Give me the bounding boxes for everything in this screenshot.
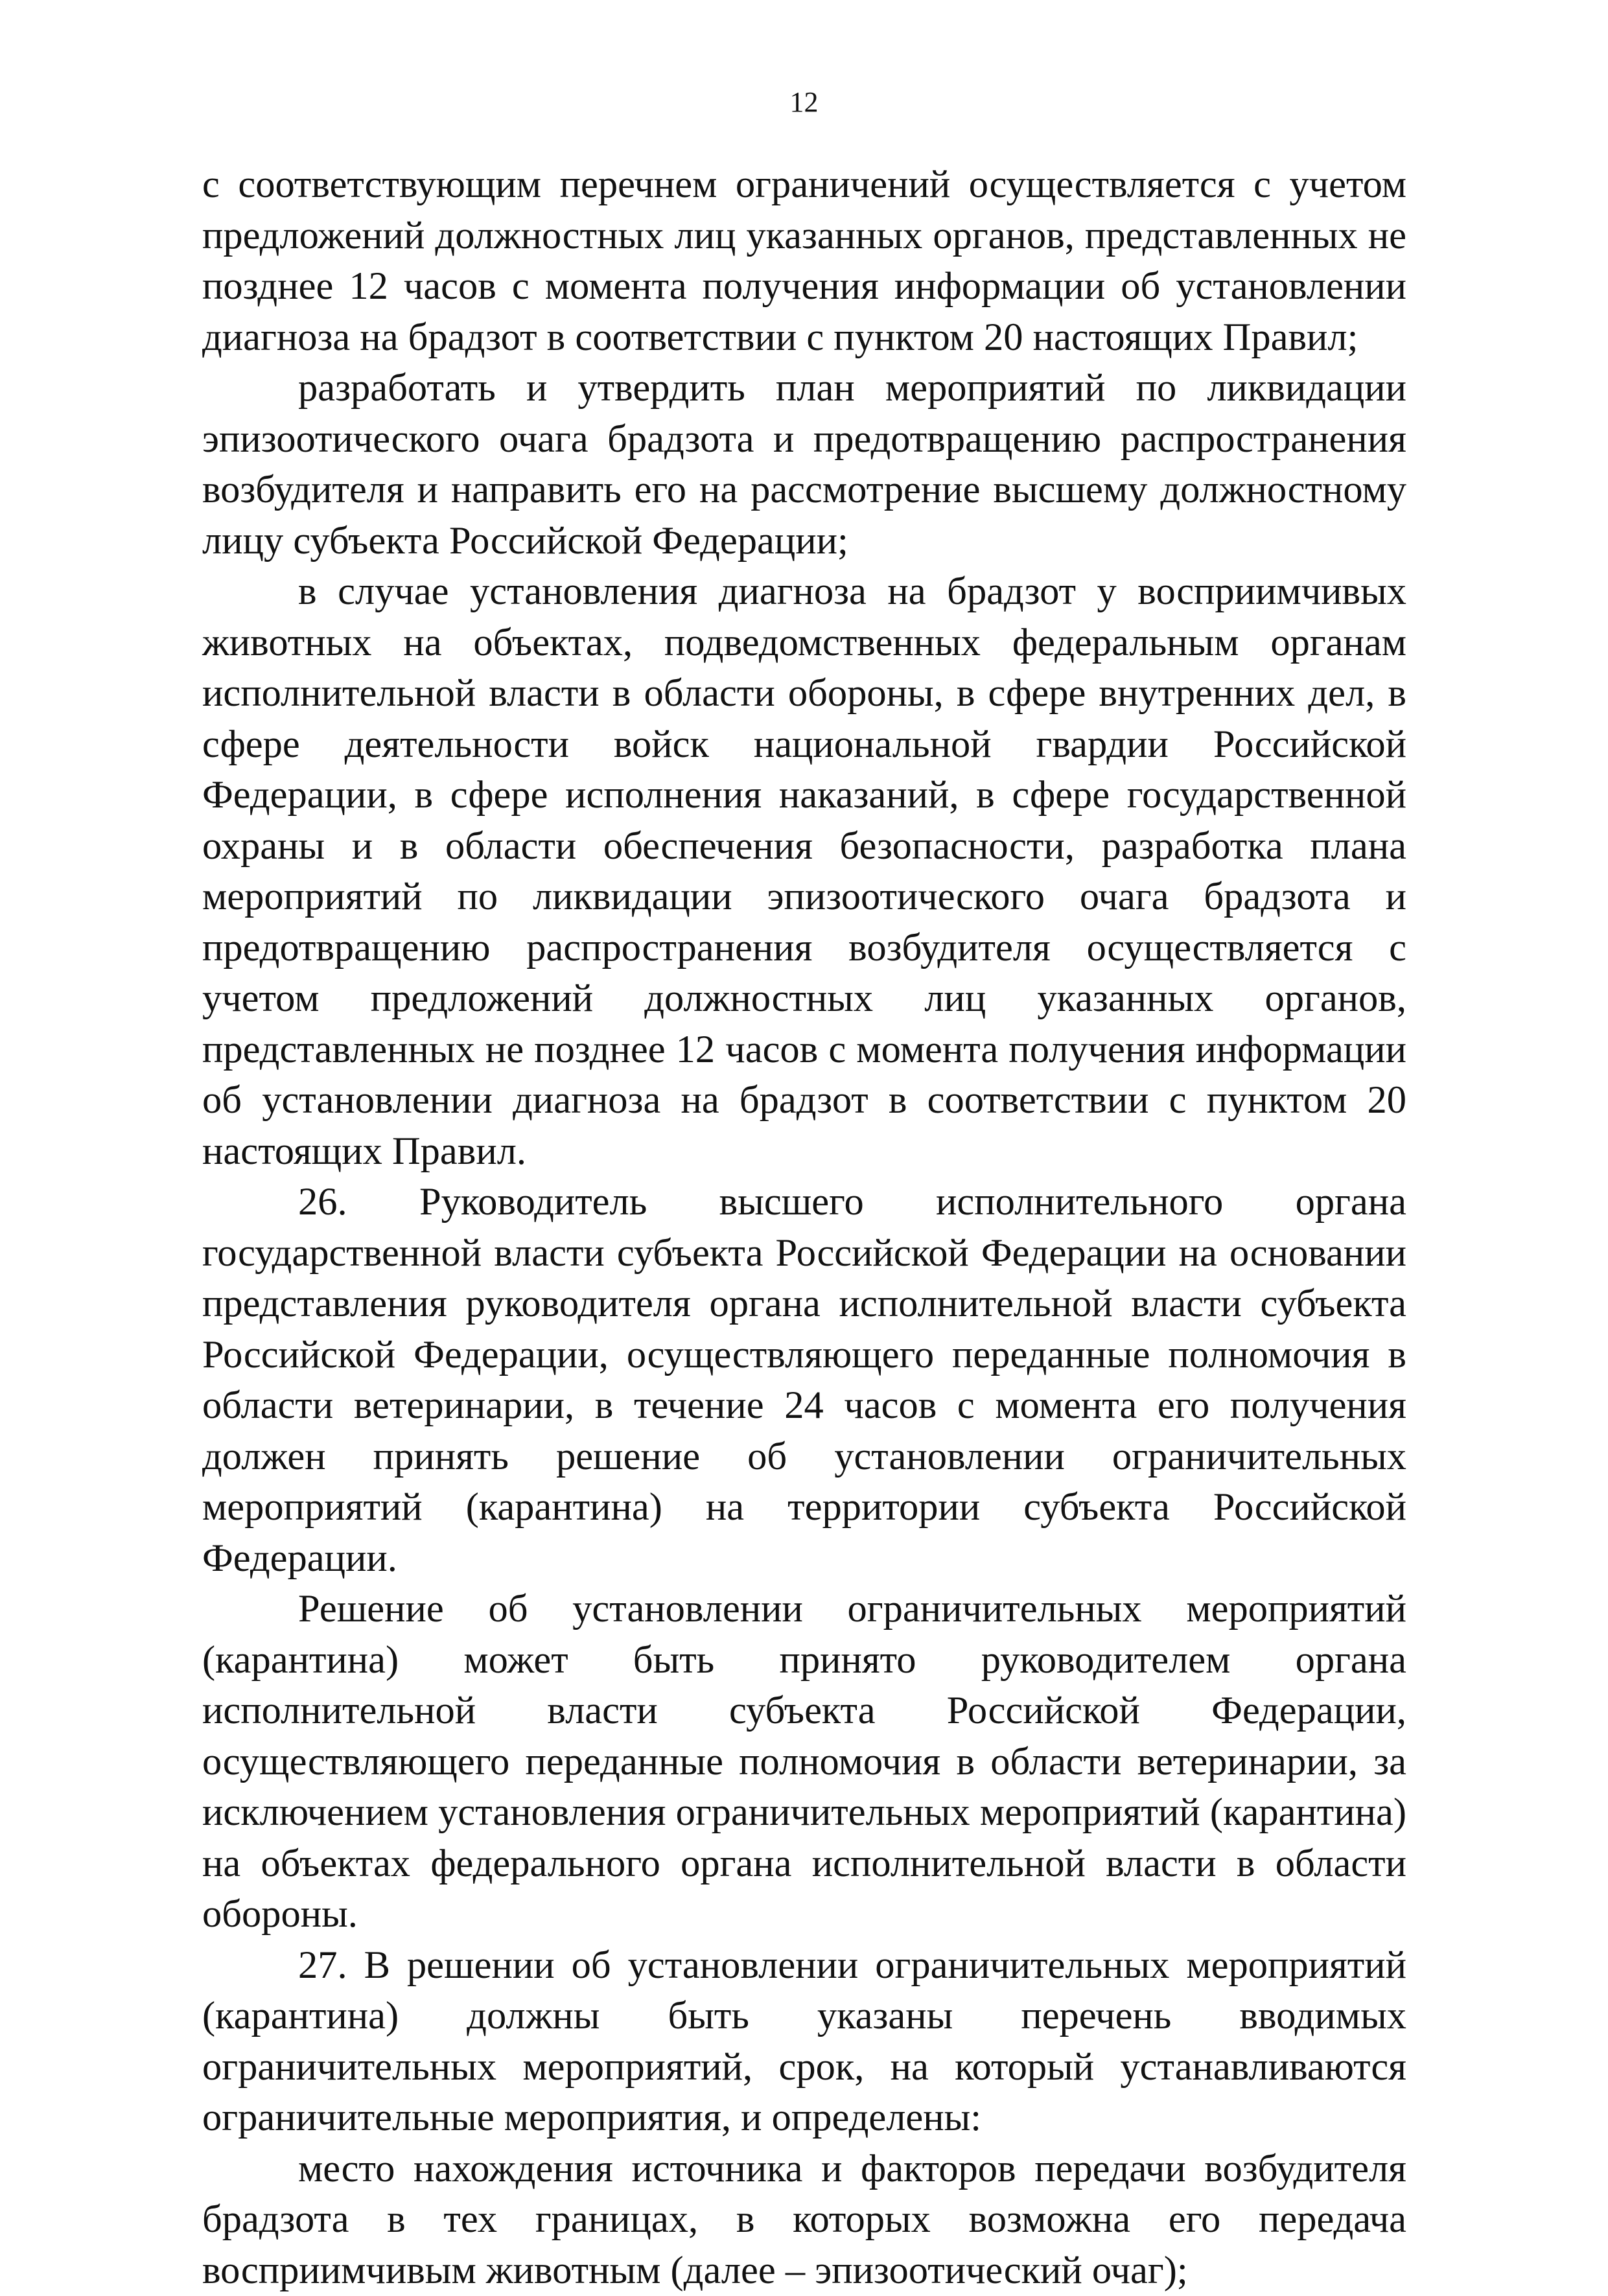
page-number: 12: [0, 83, 1608, 122]
paragraph-item-26: 26. Руководитель высшего исполнительного органа государственной власти субъекта Российской Федерации на основании представления руководителя органа исполнительной власти субъекта Российской Федерации, осуществляющего переданные полномочия в области ветеринарии, в течение 24 часов с момента его получения должен принять решение об установлении ограничительных мероприятий (карантина) на территории субъекта Российской Федерации.: [202, 1177, 1406, 1584]
paragraph-item-27: 27. В решении об установлении ограничительных мероприятий (карантина) должны быть указаны перечень вводимых ограничительных мероприятий, срок, на который устанавливаются ограничительные мероприятия, и определены:: [202, 1940, 1406, 2144]
paragraph: в случае установления диагноза на брадзот у восприимчивых животных на объектах, подведомственных федеральным органам исполнительной власти в области обороны, в сфере внутренних дел, в сфере деятельности войск национальной гвардии Российской Федерации, в сфере исполнения наказаний, в сфере государственной охраны и в области обеспечения безопасности, разработка плана мероприятий по ликвидации эпизоотического очага брадзота и предотвращению распространения возбудителя осуществляется с учетом предложений должностных лиц указанных органов, представленных не позднее 12 часов с момента получения информации об установлении диагноза на брадзот в соответствии с пунктом 20 настоящих Правил.: [202, 566, 1406, 1177]
paragraph: Решение об установлении ограничительных мероприятий (карантина) может быть принято руководителем органа исполнительной власти субъекта Российской Федерации, осуществляющего переданные полномочия в области ветеринарии, за исключением установления ограничительных мероприятий (карантина) на объектах федерального органа исполнительной власти в области обороны.: [202, 1584, 1406, 1940]
document-body: [202, 159, 1406, 2296]
paragraph: место нахождения источника и факторов передачи возбудителя брадзота в тех границах, в которых возможна его передача восприимчивым животным (далее – эпизоотический очаг);: [202, 2144, 1406, 2296]
paragraph: разработать и утвердить план мероприятий по ликвидации эпизоотического очага брадзота и предотвращению распространения возбудителя и направить его на рассмотрение высшему должностному лицу субъекта Российской Федерации;: [202, 363, 1406, 566]
paragraph: с соответствующим перечнем ограничений осуществляется с учетом предложений должностных лиц указанных органов, представленных не позднее 12 часов с момента получения информации об установлении диагноза на брадзот в соответствии с пунктом 20 настоящих Правил;: [202, 159, 1406, 363]
